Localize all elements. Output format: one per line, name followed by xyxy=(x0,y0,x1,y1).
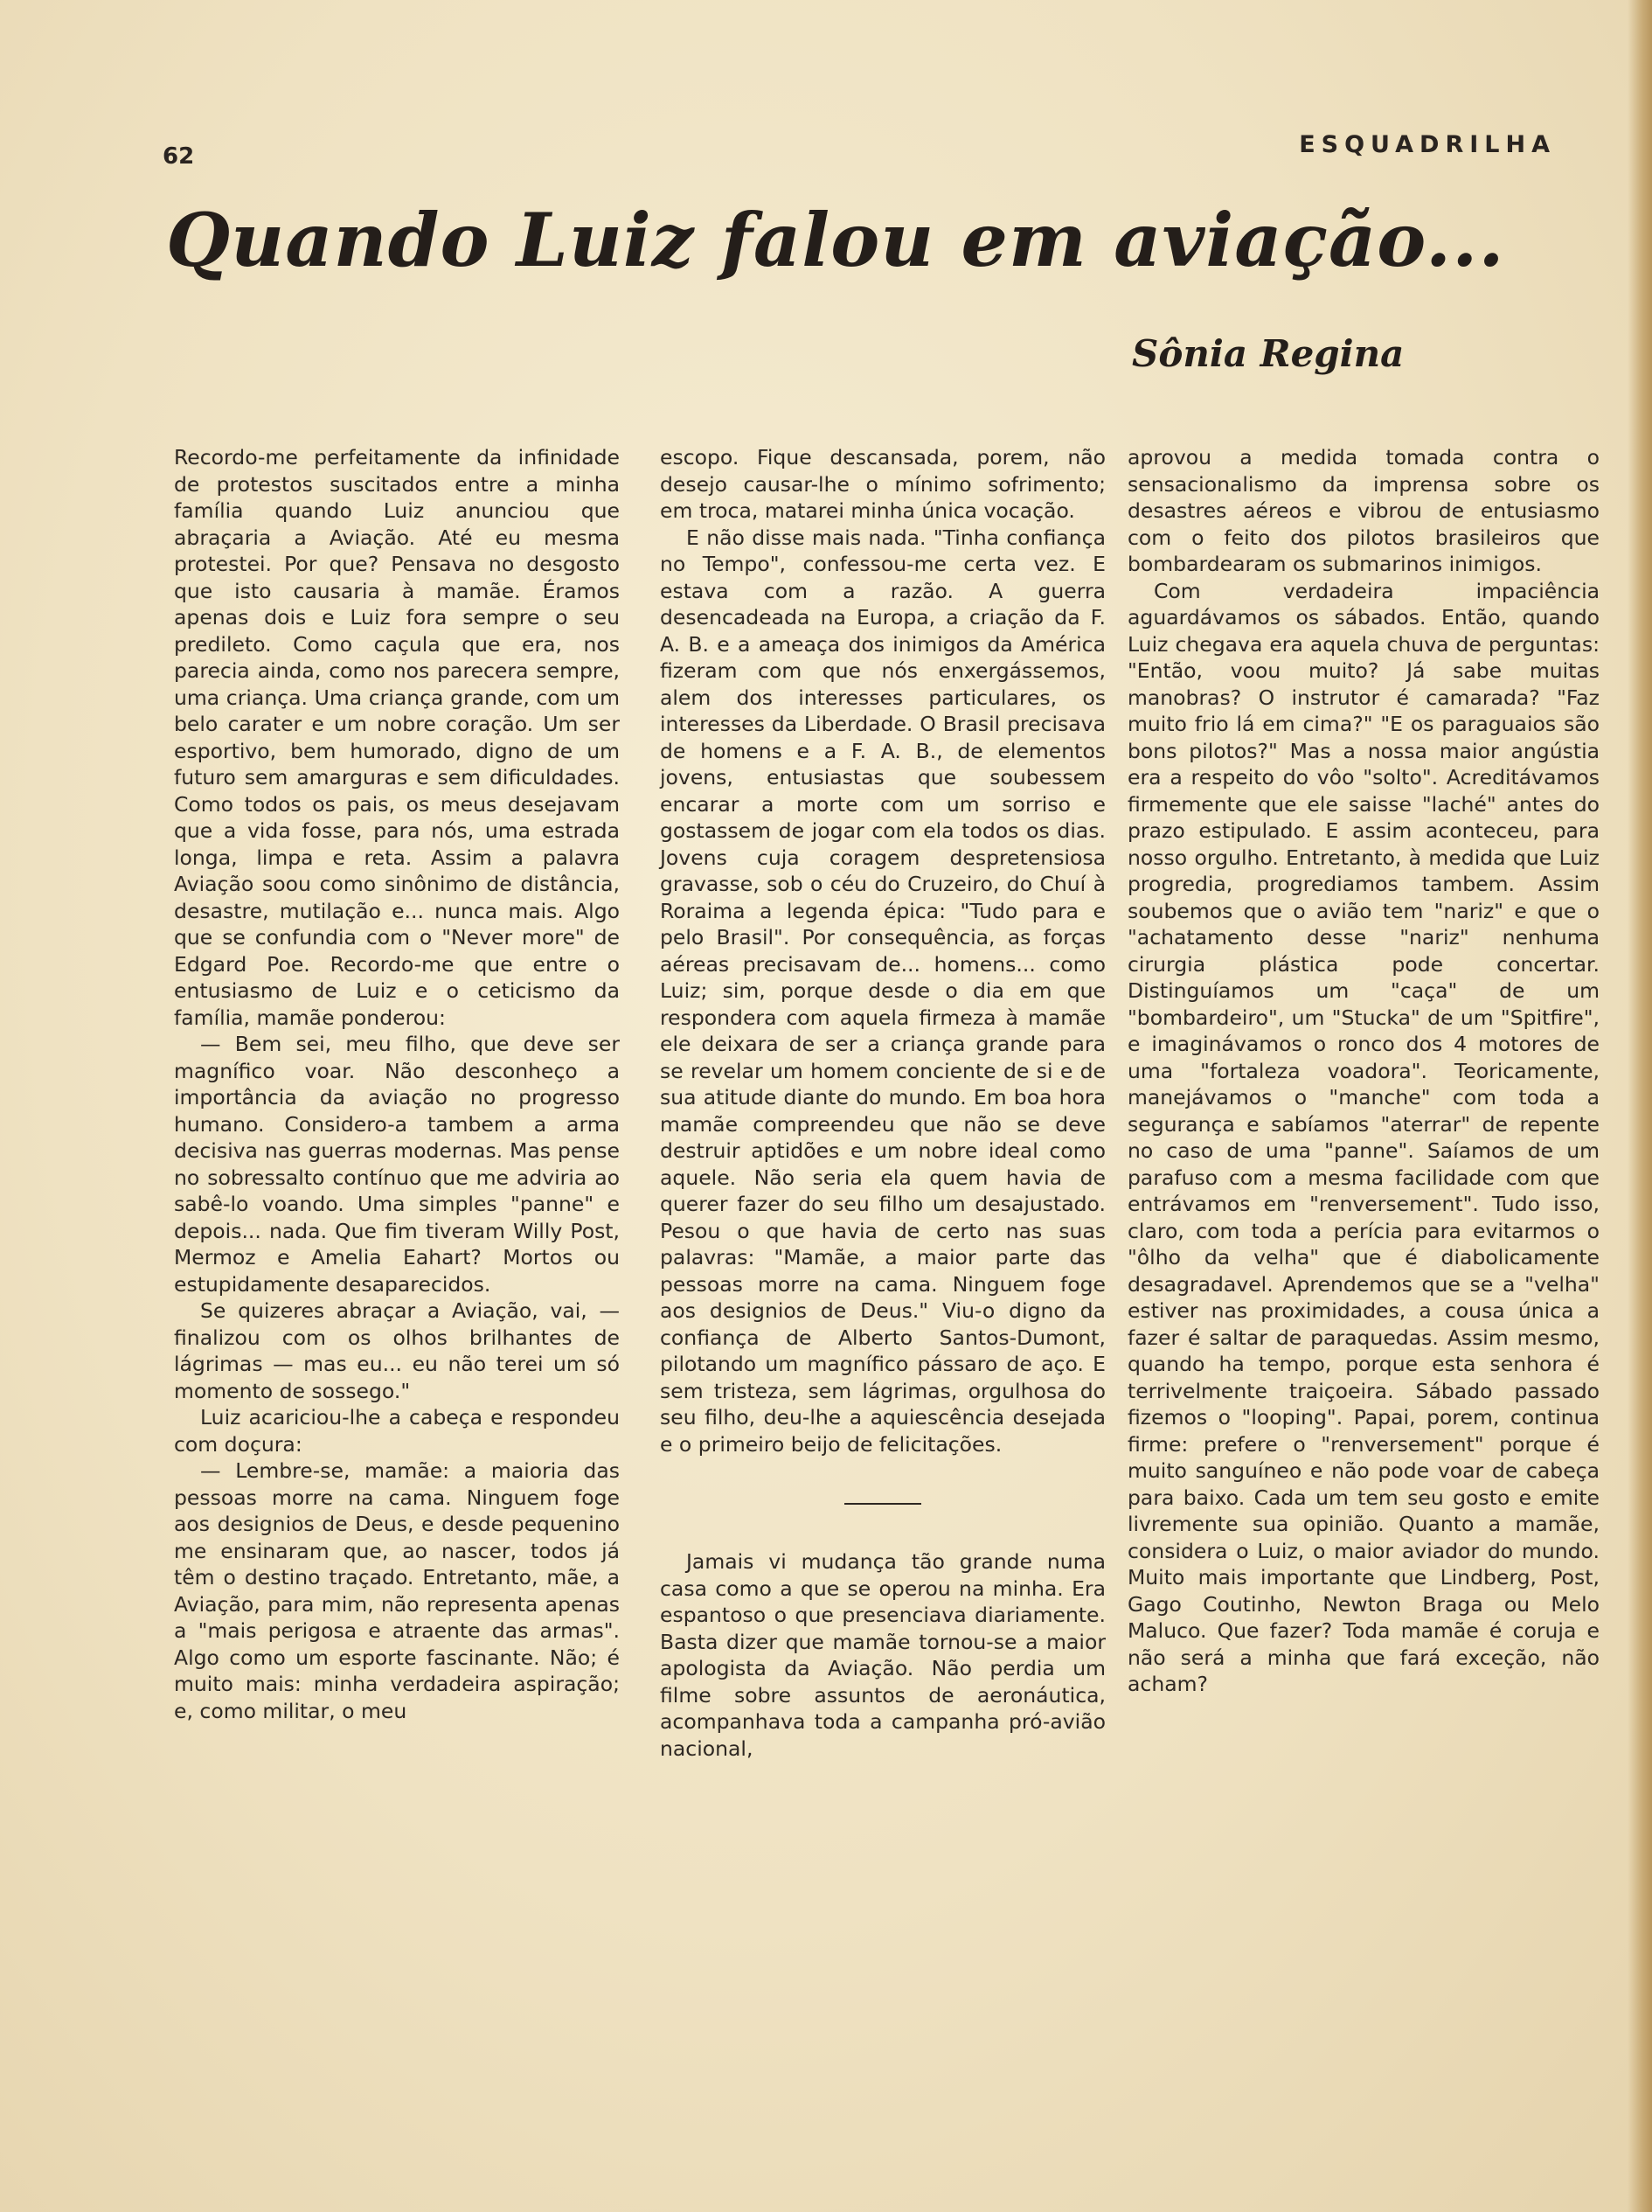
paragraph: Luiz acariciou-lhe a cabeça e respondeu com doçura: xyxy=(174,1405,620,1457)
paragraph: Jamais vi mudança tão grande numa casa como a que se operou na minha. Era espantoso o que presenciava diariamente. Basta dizer que mamãe tornou-se a maior apologista da Aviação. Não perdia um filme sobre assuntos de aeronáutica, acompanhava toda a campanha pró-avião nacional, xyxy=(660,1549,1106,1761)
paragraph: Se quizeres abraçar a Aviação, vai, — finalizou com os olhos brilhantes de lágrimas — mas eu... eu não terei um só momento de sossego." xyxy=(174,1298,620,1403)
paragraph: — Lembre-se, mamãe: a maioria das pessoas morre na cama. Ninguem foge aos designios de Deus, e desde pequenino me ensinaram que, ao nascer, todos já têm o destino traçado. Entretanto, mãe, a Aviação, para mim, não representa apenas a "mais perigosa e atraente das armas". Algo como um esporte fascinante. Não; é muito mais: minha verdadeira aspiração; e, como militar, o meu xyxy=(174,1458,620,1723)
column-2 xyxy=(660,444,1106,1762)
paragraph: E não disse mais nada. "Tinha confiança no Tempo", confessou-me certa vez. E estava com a razão. A guerra desencadeada na Europa, a criação da F. A. B. e a ameaça dos inimigos da América fizeram com que nós enxergássemos, alem dos interesses particulares, os interesses da Liberdade. O Brasil precisava de homens e a F. A. B., de elementos jovens, entusiastas que soubessem encarar a morte com um sorriso e gostassem de jogar com ela todos os dias. Jovens cuja coragem despretensiosa gravasse, sob o céu do Cruzeiro, do Chuí à Roraima a legenda épica: "Tudo para e pelo Brasil". Por consequência, as forças aéreas precisavam de... homens... como Luiz; sim, porque desde o dia em que respondera com aquela firmeza à mamãe ele deixara de ser a criança grande para se revelar um homem conciente de si e de sua atitude diante do mundo. Em boa hora mamãe compreendeu que não se deve destruir aptidões e um nobre ideal como aquele. Não seria ela quem havia de querer fazer do seu filho um desajustado. Pesou o que havia de certo nas suas palavras: "Mamãe, a maior parte das pessoas morre na cama. Ninguem foge aos designios de Deus." Viu-o digno da confiança de Alberto Santos-Dumont, pilotando um magnífico pássaro de aço. E sem tristeza, sem lágrimas, orgulhosa do seu filho, deu-lhe a aquiescência desejada e o primeiro beijo de felicitações. xyxy=(660,525,1106,1457)
magazine-name: ESQUADRILHA xyxy=(1299,131,1556,158)
page-number: 62 xyxy=(163,143,195,170)
paragraph: — Bem sei, meu filho, que deve ser magnífico voar. Não desconheço a importância da aviação no progresso humano. Considero-a tambem a arma decisiva nas guerras modernas. Mas pense no sobressalto contínuo que me adviria ao sabê-lo voando. Uma simples "panne" e depois... nada. Que fim tiveram Willy Post, Mermoz e Amelia Eahart? Mortos ou estupidamente desaparecidos. xyxy=(174,1032,620,1297)
column-1 xyxy=(174,444,620,1724)
paragraph: escopo. Fique descansada, porem, não desejo causar-lhe o mínimo sofrimento; em troca, matarei minha única vocação. xyxy=(660,445,1106,523)
article-title: Quando Luiz falou em aviação... xyxy=(166,197,1505,283)
section-separator xyxy=(844,1503,921,1505)
paragraph: aprovou a medida tomada contra o sensacionalismo da imprensa sobre os desastres aéreos e vibrou de entusiasmo com o feito dos pilotos brasileiros que bombardearam os submarinos inimigos. xyxy=(1128,445,1600,576)
paragraph: Com verdadeira impaciência aguardávamos os sábados. Então, quando Luiz chegava era aquela chuva de perguntas: "Então, voou muito? Já sabe muitas manobras? O instrutor é camarada? "Faz muito frio lá em cima?" "E os paraguaios são bons pilotos?" Mas a nossa maior angústia era a respeito do vôo "solto". Acreditávamos firmemente que ele saisse "laché" antes do prazo estipulado. E assim aconteceu, para nosso orgulho. Entretanto, à medida que Luiz progredia, progrediamos tambem. Assim soubemos que o avião tem "nariz" e que o "achatamento desse "nariz" nenhuma cirurgia plástica pode concertar. Distinguíamos um "caça" de um "bombardeiro", um "Stucka" de um "Spitfire", e imaginávamos o ronco dos 4 motores de uma "fortaleza voadora". Teoricamente, manejávamos o "manche" com toda a segurança e sabíamos "aterrar" de repente no caso de uma "panne". Saíamos de um parafuso com a mesma facilidade com que entrávamos em "renversement". Tudo isso, claro, com toda a perícia para evitarmos o "ôlho da velha" que é diabolicamente desagradavel. Aprendemos que se a "velha" estiver nas proximidades, a cousa única a fazer é saltar de paraquedas. Assim mesmo, quando ha tempo, porque esta senhora é terrivelmente traiçoeira. Sábado passado fizemos o "looping". Papai, porem, continua firme: prefere o "renversement" porque é muito sanguíneo e não pode voar de cabeça para baixo. Cada um tem seu gosto e emite livremente sua opinião. Quanto a mamãe, considera o Luiz, o maior aviador do mundo. Muito mais importante que Lindberg, Post, Gago Coutinho, Newton Braga ou Melo Maluco. Que fazer? Toda mamãe é coruja e não será a minha que fará exceção, não acham? xyxy=(1128,578,1600,1696)
paragraph: Recordo-me perfeitamente da infinidade de protestos suscitados entre a minha família quando Luiz anunciou que abraçaria a Aviação. Até eu mesma protestei. Por que? Pensava no desgosto que isto causaria à mamãe. Éramos apenas dois e Luiz fora sempre o seu predileto. Como caçula que era, nos parecia ainda, como nos parecera sempre, uma criança. Uma criança grande, com um belo carater e um nobre coração. Um ser esportivo, bem humorado, digno de um futuro sem amarguras e sem dificuldades. Como todos os pais, os meus desejavam que a vida fosse, para nós, uma estrada longa, limpa e reta. Assim a palavra Aviação soou como sinônimo de distância, desastre, mutilação e... nunca mais. Algo que se confundia com o "Never more" de Edgard Poe. Recordo-me que entre o entusiasmo de Luiz e o ceticismo da família, mamãe ponderou: xyxy=(174,445,620,1030)
column-3 xyxy=(1128,444,1600,1698)
page-edge xyxy=(1628,0,1652,2212)
article-author: Sônia Regina xyxy=(1132,332,1405,375)
